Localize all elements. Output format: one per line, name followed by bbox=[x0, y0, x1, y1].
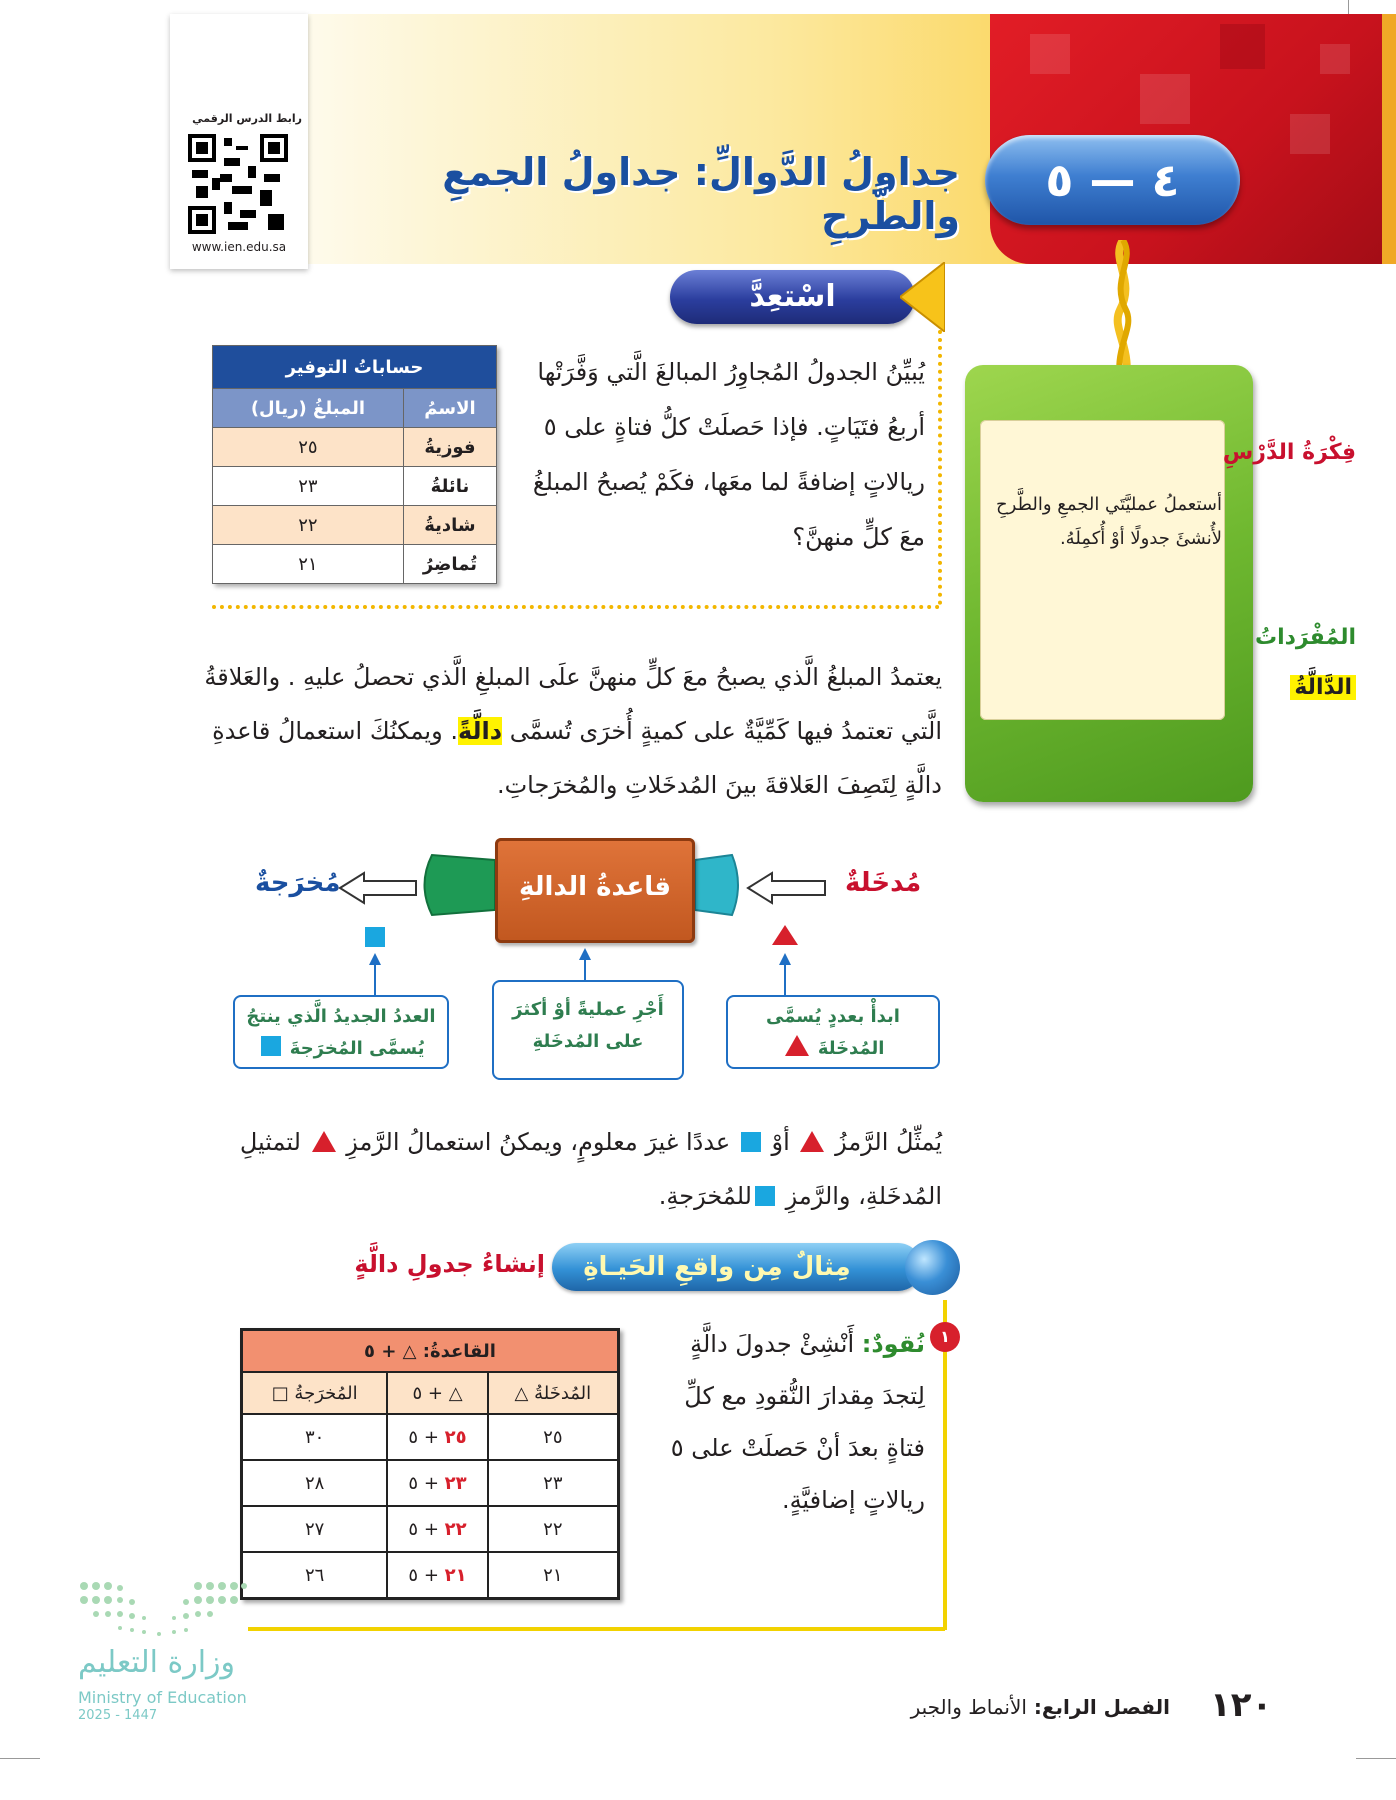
function-input: ٢٢ bbox=[488, 1506, 619, 1552]
table-row bbox=[242, 1552, 619, 1599]
ministry-name-english: Ministry of Education bbox=[78, 1688, 247, 1707]
ministry-year: 2025 - 1447 bbox=[78, 1708, 158, 1723]
qr-code-icon[interactable] bbox=[188, 134, 288, 234]
lesson-title: جداولُ الدَّوالِّ: جداولُ الجمعِ والطَّرحِ bbox=[442, 150, 960, 238]
symbol-text-c: عددًا غيرَ معلومٍ، ويمكنُ استعمالُ الرَّمزِ bbox=[346, 1128, 731, 1156]
function-output: ٣٠ bbox=[242, 1414, 388, 1460]
square-icon bbox=[261, 1036, 281, 1056]
table-row bbox=[242, 1460, 619, 1506]
qr-card bbox=[170, 14, 308, 269]
symbol-text-e: للمُخرَجةِ. bbox=[658, 1182, 752, 1210]
table-row bbox=[242, 1506, 619, 1552]
diagram-output-label: مُخرَجةٌ bbox=[255, 868, 341, 898]
savings-name: تُماضِرُ bbox=[403, 545, 496, 584]
square-icon bbox=[755, 1186, 775, 1206]
function-expression bbox=[387, 1552, 487, 1599]
qr-url[interactable]: www.ien.edu.sa bbox=[191, 240, 287, 254]
function-table-caption: القاعدةُ: △ + ٥ bbox=[242, 1330, 619, 1373]
dotted-frame-bottom bbox=[212, 605, 940, 609]
chapter-title: الأنماط والجبر bbox=[910, 1695, 1027, 1719]
expression-rest: + ٥ bbox=[408, 1518, 439, 1540]
idea-text: أستعملُ عمليَّتَي الجمعِ والطَّرحِ لأُنشئَ جدولًا أوْ أُكمِلَهُ. bbox=[996, 494, 1222, 549]
new-output-box bbox=[233, 995, 449, 1069]
triangle-icon bbox=[312, 1131, 336, 1152]
savings-table bbox=[212, 345, 497, 584]
real-life-example-label: مِثالٌ مِن واقعِ الحَيـاةِ bbox=[583, 1252, 851, 1282]
globe-icon bbox=[905, 1240, 960, 1295]
example-number-badge: ١ bbox=[930, 1322, 960, 1352]
page-number: ١٢٠ bbox=[1210, 1685, 1273, 1725]
definition-text-1: يعتمدُ المبلغُ الَّذي يصبحُ معَ كلٍّ منهنَّ علَى المبلغِ الَّذي تحصلُ عليهِ . والعَلاقةُ الَّتي تعتمدُ فيها كَمِّيَّةٌ على كميةٍ أُخرَى تُسمَّى bbox=[204, 663, 942, 745]
lesson-idea-inner bbox=[980, 420, 1225, 720]
savings-amount: ٢٥ bbox=[213, 428, 404, 467]
symbol-text-b: أوْ bbox=[771, 1128, 790, 1156]
op-box-line1: أَجْرِ عمليةً أوْ أكثرَ bbox=[512, 999, 664, 1020]
triangle-icon bbox=[800, 1131, 824, 1152]
function-expression bbox=[387, 1414, 487, 1460]
expression-rest: + ٥ bbox=[408, 1472, 439, 1494]
square-icon bbox=[741, 1132, 761, 1152]
lesson-number: ٤ — ٥ bbox=[1045, 153, 1180, 207]
diagram-input-label: مُدخَلةٌ bbox=[845, 868, 922, 898]
function-header-output: المُخرَجةُ □ bbox=[242, 1372, 388, 1414]
expression-number: ٢٢ bbox=[444, 1518, 467, 1540]
symbol-text-d: لتمثيلِ المُدخَلةِ، والرَّمزِ bbox=[239, 1128, 942, 1210]
ministry-name-arabic: وزارة التعليم bbox=[78, 1645, 236, 1680]
savings-caption: حساباتُ التوفير bbox=[213, 346, 497, 389]
get-ready-text: يُبيِّنُ الجدولُ المُجاوِرُ المبالغَ الَّتي وَفَّرَتْها أربعُ فتَيَاتٍ. فإذا حَصلَتْ كلُّ فتاةٍ على ٥ ريالاتٍ إضافةً لما معَها، فكَمْ يُصبحُ المبلغُ معَ كلٍّ منهنَّ؟ bbox=[532, 358, 925, 551]
expression-rest: + ٥ bbox=[408, 1426, 439, 1448]
function-definition-paragraph bbox=[190, 650, 942, 812]
table-row bbox=[213, 506, 497, 545]
savings-amount: ٢١ bbox=[213, 545, 404, 584]
new-box-line2-wrap bbox=[235, 1033, 447, 1065]
example-body: أَنْشِئْ جدولَ دالَّةٍ لِتجدَ مِقدارَ النُّقودِ مع كلِّ فتاةٍ بعدَ أنْ حَصلَتْ على ٥ ريالاتٍ إضافيَّةٍ. bbox=[670, 1330, 925, 1514]
function-header-input: المُدخَلةُ △ bbox=[488, 1372, 619, 1414]
function-expression bbox=[387, 1460, 487, 1506]
function-expression bbox=[387, 1506, 487, 1552]
function-input: ٢٣ bbox=[488, 1460, 619, 1506]
chapter-label: الفصل الرابع: bbox=[1033, 1695, 1170, 1719]
table-row bbox=[213, 467, 497, 506]
expression-number: ٢٥ bbox=[444, 1426, 467, 1448]
get-ready-label: اسْتعِدَّ bbox=[749, 279, 836, 314]
function-input: ٢٥ bbox=[488, 1414, 619, 1460]
function-output: ٢٦ bbox=[242, 1552, 388, 1599]
savings-name: فوزيةُ bbox=[403, 428, 496, 467]
expression-number: ٢٣ bbox=[444, 1472, 467, 1494]
table-row bbox=[213, 428, 497, 467]
function-output: ٢٧ bbox=[242, 1506, 388, 1552]
example-frame-bottom bbox=[248, 1627, 945, 1631]
symbol-paragraph bbox=[200, 1115, 942, 1223]
get-ready-banner bbox=[670, 270, 915, 324]
qr-caption: رابط الدرس الرقمي bbox=[192, 112, 302, 125]
lesson-number-pill bbox=[985, 135, 1240, 225]
triangle-icon bbox=[785, 1035, 809, 1056]
example-subtitle: إنشاءُ جدولِ دالَّةٍ bbox=[354, 1250, 545, 1278]
new-box-line1: العددُ الجديدُ الَّذي ينتجُ bbox=[246, 1006, 436, 1027]
savings-name: نائلةُ bbox=[403, 467, 496, 506]
example-text bbox=[640, 1318, 925, 1526]
function-header-expression: △ + ٥ bbox=[387, 1372, 487, 1414]
vocab-word: الدَّالَّةُ bbox=[1290, 675, 1356, 700]
example-keyword: نُقودٌ: bbox=[861, 1330, 925, 1358]
savings-name: شاديةُ bbox=[403, 506, 496, 545]
chapter-footer bbox=[860, 1695, 1170, 1719]
new-box-line2: يُسمَّى المُخرَجةَ bbox=[289, 1038, 425, 1059]
function-table bbox=[240, 1328, 620, 1600]
function-rule-label: قاعدةُ الدالةِ bbox=[518, 872, 672, 902]
dotted-frame-right bbox=[938, 330, 942, 605]
ministry-logo-dots-icon bbox=[78, 1580, 248, 1640]
table-row bbox=[213, 545, 497, 584]
banner-arrow-icon bbox=[900, 262, 945, 332]
savings-amount: ٢٢ bbox=[213, 506, 404, 545]
definition-term: دالَّةً bbox=[457, 717, 503, 745]
op-box-line2: على المُدخَلةِ bbox=[532, 1031, 644, 1052]
savings-header-amount: المبلغُ (ريال) bbox=[213, 389, 404, 428]
start-box-line2: المُدخَلةَ bbox=[817, 1038, 885, 1059]
expression-number: ٢١ bbox=[444, 1564, 467, 1586]
idea-title: فِكْرَةُ الدَّرْسِ bbox=[1222, 440, 1356, 465]
savings-amount: ٢٣ bbox=[213, 467, 404, 506]
start-input-box bbox=[726, 995, 940, 1069]
savings-header-name: الاسمُ bbox=[403, 389, 496, 428]
function-output: ٢٨ bbox=[242, 1460, 388, 1506]
operation-box bbox=[492, 980, 684, 1080]
expression-rest: + ٥ bbox=[408, 1564, 439, 1586]
table-row bbox=[242, 1414, 619, 1460]
symbol-text-a: يُمثِّلُ الرَّمزُ bbox=[835, 1128, 942, 1156]
function-input: ٢١ bbox=[488, 1552, 619, 1599]
start-box-line1: ابدأْ بعددٍ يُسمَّى bbox=[766, 1006, 900, 1027]
vocab-title: المُفْرَداتُ bbox=[1254, 625, 1356, 650]
definition-text-2: . ويمكنُكَ استعمالُ قاعدةِ دالَّةٍ لِتَصِفَ العَلاقةَ بينَ المُدخَلاتِ والمُخرَجاتِ. bbox=[212, 717, 942, 799]
start-box-line2-wrap bbox=[728, 1033, 938, 1065]
